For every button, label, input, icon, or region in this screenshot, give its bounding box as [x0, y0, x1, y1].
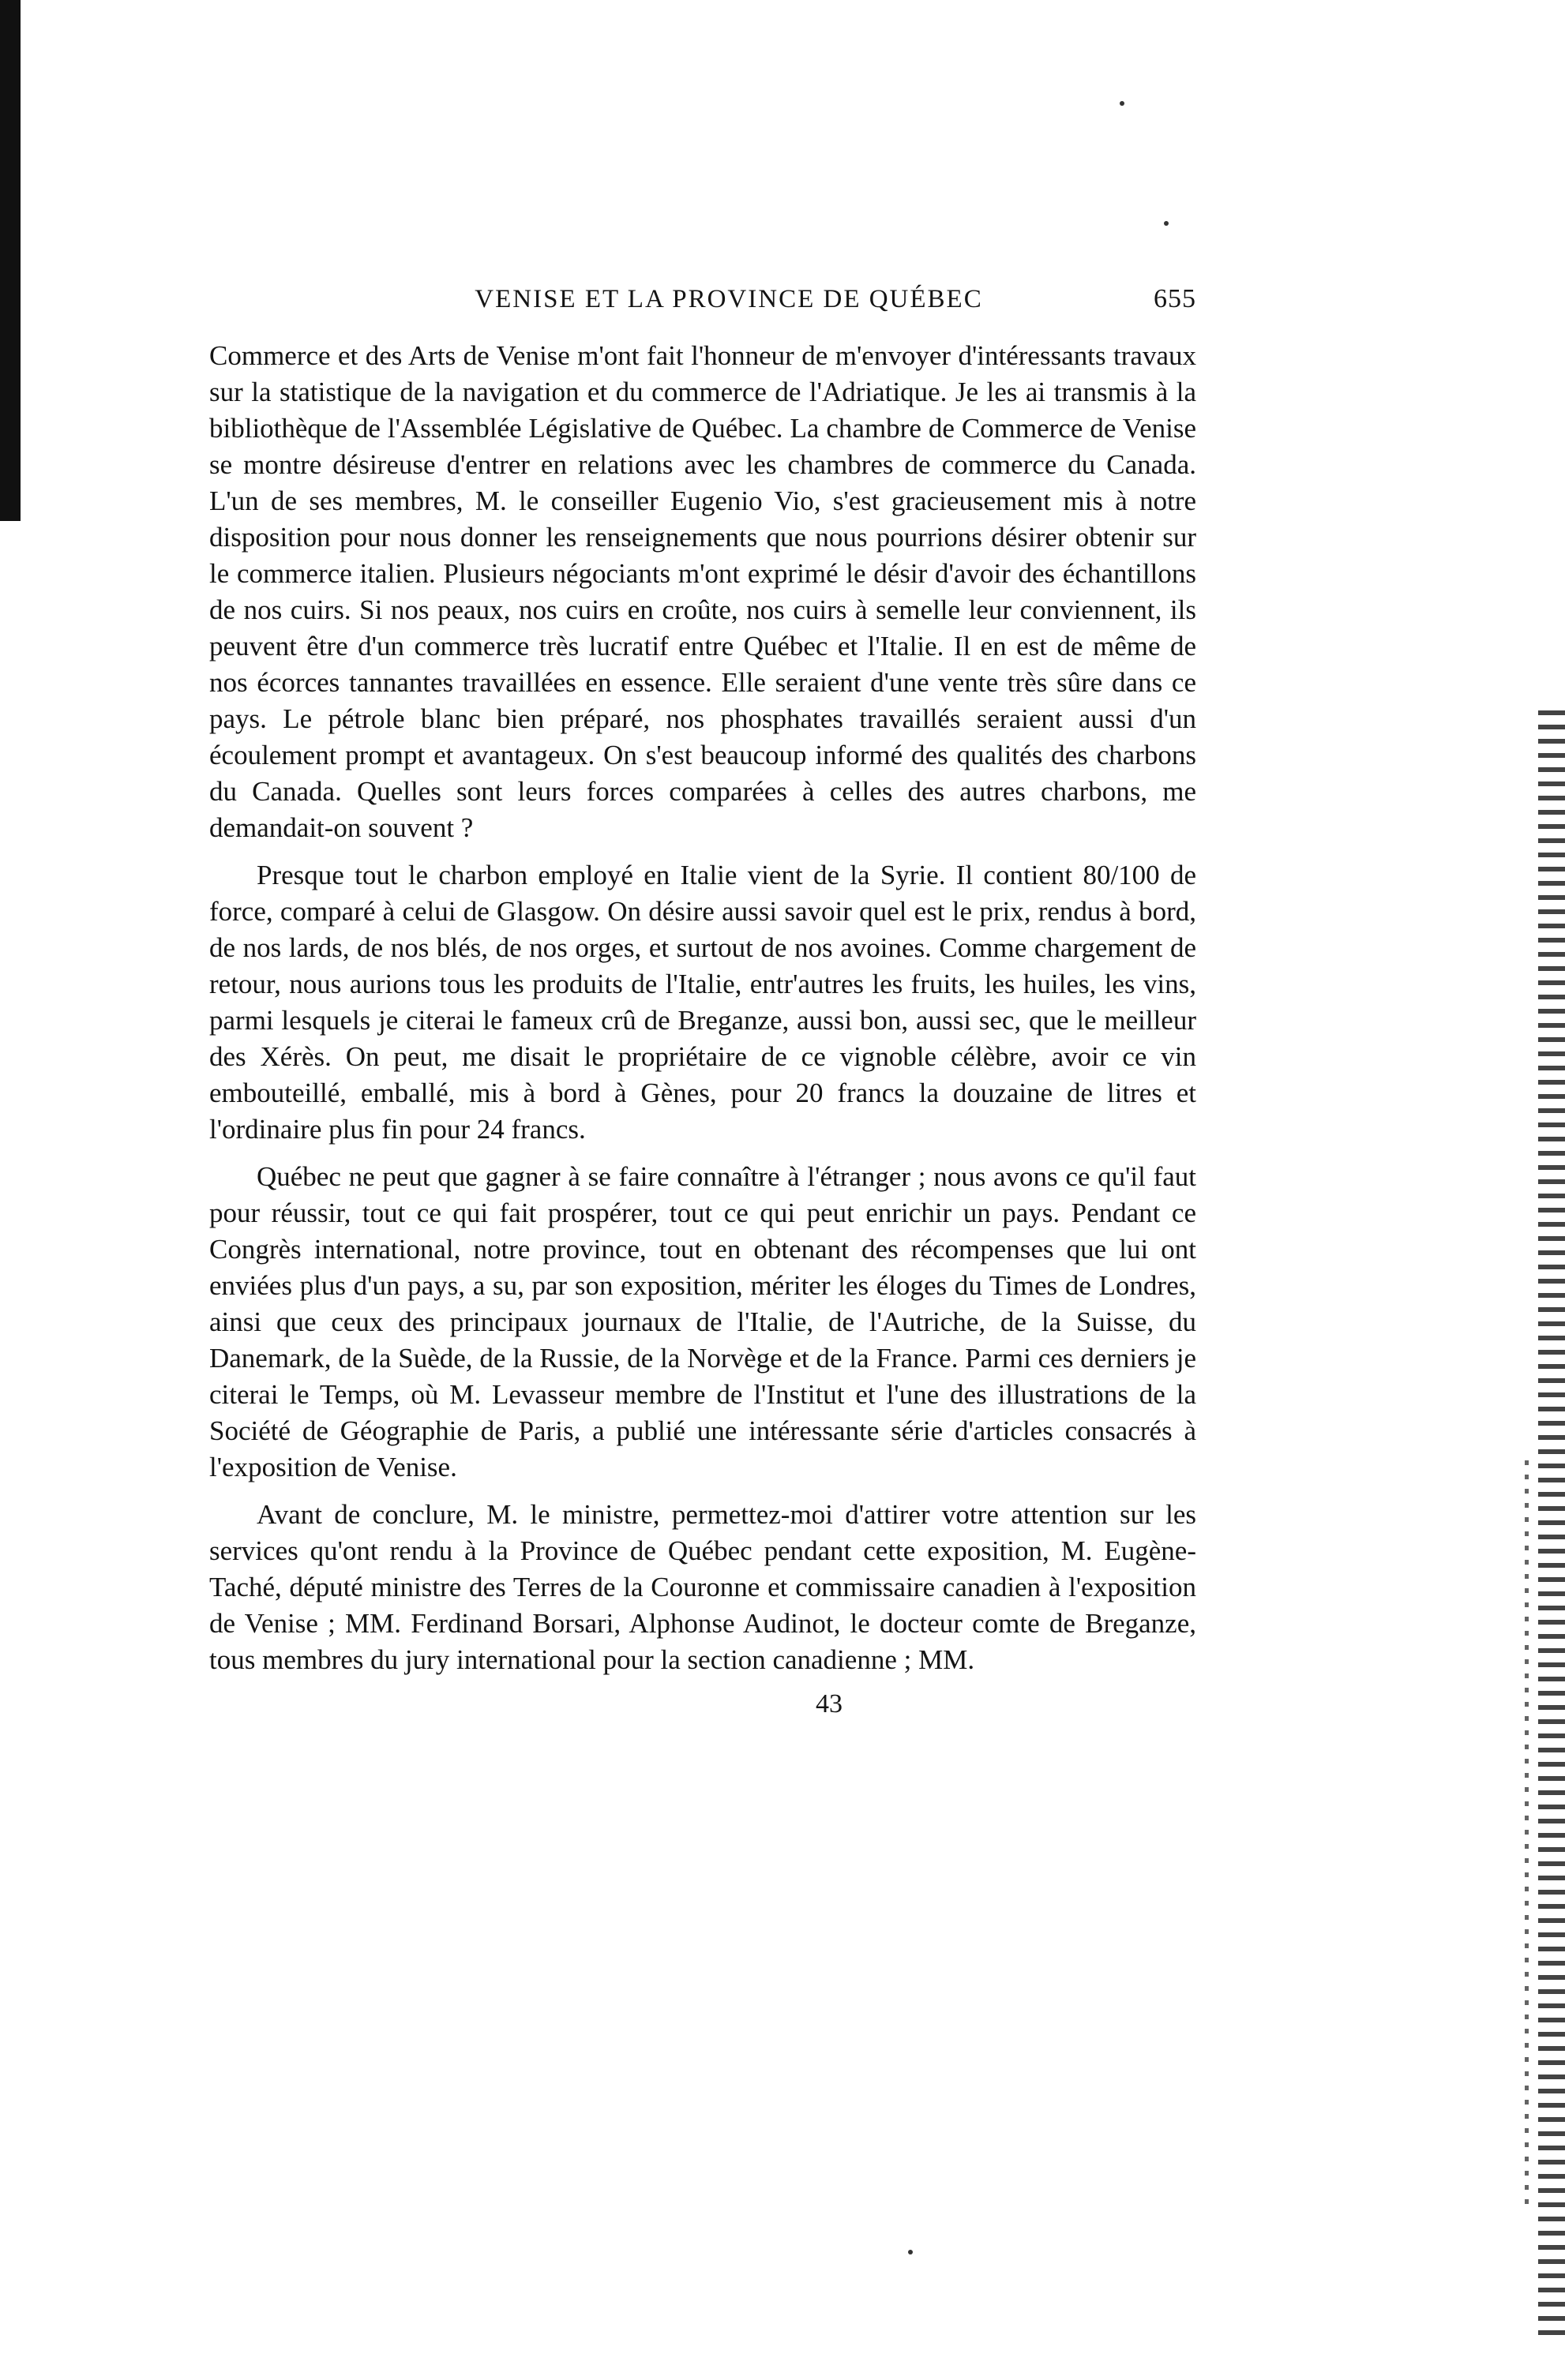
body-text [209, 338, 1196, 1678]
scan-edge-marks-thin [1525, 1460, 1529, 2210]
page-number: 655 [1154, 284, 1196, 313]
scan-edge-marks [1538, 710, 1565, 2337]
paragraph: Presque tout le charbon employé en Italie vient de la Syrie. Il contient 80/100 de force, comparé à celui de Glasgow. On désire aussi savoir quel est le prix, rendus à bord, de nos lards, de nos blés, de nos orges, et surtout de nos avoines. Comme chargement de retour, nous aurions tous les produits de l'Italie, entr'autres les fruits, les huiles, les vins, parmi lesquels je citerai le fameux crû de Breganze, aussi bon, aussi sec, que le meilleur des Xérès. On peut, me disait le propriétaire de ce vignoble célèbre, avoir ce vin embouteillé, emballé, mis à bord à Gènes, pour 20 francs la douzaine de litres et l'ordinaire plus fin pour 24 francs. [209, 860, 1196, 1145]
paragraph: Québec ne peut que gagner à se faire connaître à l'étranger ; nous avons ce qu'il faut pour réussir, tout ce qui fait prospérer, tout ce qui peut enrichir un pays. Pendant ce Congrès international, notre province, tout en obtenant des récompenses que lui ont enviées plus d'un pays, a su, par son exposition, mériter les éloges du Times de Londres, ainsi que ceux des principaux journaux de l'Italie, de l'Autriche, de la Suisse, du Danemark, de la Suède, de la Russie, de la Norvège et de la France. Parmi ces derniers je citerai le Temps, où M. Levasseur membre de l'Institut et l'une des illustrations de la Société de Géographie de Paris, a publié une intéressante série d'articles consacrés à l'exposition de Venise. [209, 1161, 1196, 1482]
signature-mark: 43 [816, 1689, 843, 1718]
scan-speck [1120, 101, 1124, 106]
scan-speck [1164, 221, 1169, 226]
running-head [209, 284, 1196, 314]
scan-edge-bar [0, 0, 21, 521]
book-page [209, 284, 1196, 1719]
paragraph: Commerce et des Arts de Venise m'ont fait l'honneur de m'envoyer d'intéressants travaux sur la statistique de la navigation et du commerce de l'Adriatique. Je les ai transmis à la bibliothèque de l'Assemblée Législative de Québec. La chambre de Commerce de Venise se montre désireuse d'entrer en relations avec les chambres de commerce du Canada. L'un de ses membres, M. le conseiller Eugenio Vio, s'est gracieusement mis à notre disposition pour nous donner les renseignements que nous pourrions désirer obtenir sur le commerce italien. Plusieurs négociants m'ont exprimé le désir d'avoir des échantillons de nos cuirs. Si nos peaux, nos cuirs en croûte, nos cuirs à semelle leur conviennent, ils peuvent être d'un commerce très lucratif entre Québec et l'Italie. Il en est de même de nos écorces tannantes travaillées en essence. Elle seraient d'une vente très sûre dans ce pays. Le pétrole blanc bien préparé, nos phosphates travaillés seraient aussi d'un écoulement prompt et avantageux. On s'est beaucoup informé des qualités des charbons du Canada. Quelles sont leurs forces comparées à celles des autres charbons, me demandait-on souvent ? [209, 340, 1196, 843]
scan-speck [908, 2250, 913, 2254]
running-title: VENISE ET LA PROVINCE DE QUÉBEC [475, 285, 983, 313]
paragraph: Avant de conclure, M. le ministre, permettez-moi d'attirer votre attention sur les services qu'ont rendu à la Province de Québec pendant cette exposition, M. Eugène-Taché, député ministre des Terres de la Couronne et commissaire canadien à l'exposition de Venise ; MM. Ferdinand Borsari, Alphonse Audinot, le docteur comte de Breganze, tous membres du jury international pour la section canadienne ; MM. [209, 1499, 1196, 1675]
